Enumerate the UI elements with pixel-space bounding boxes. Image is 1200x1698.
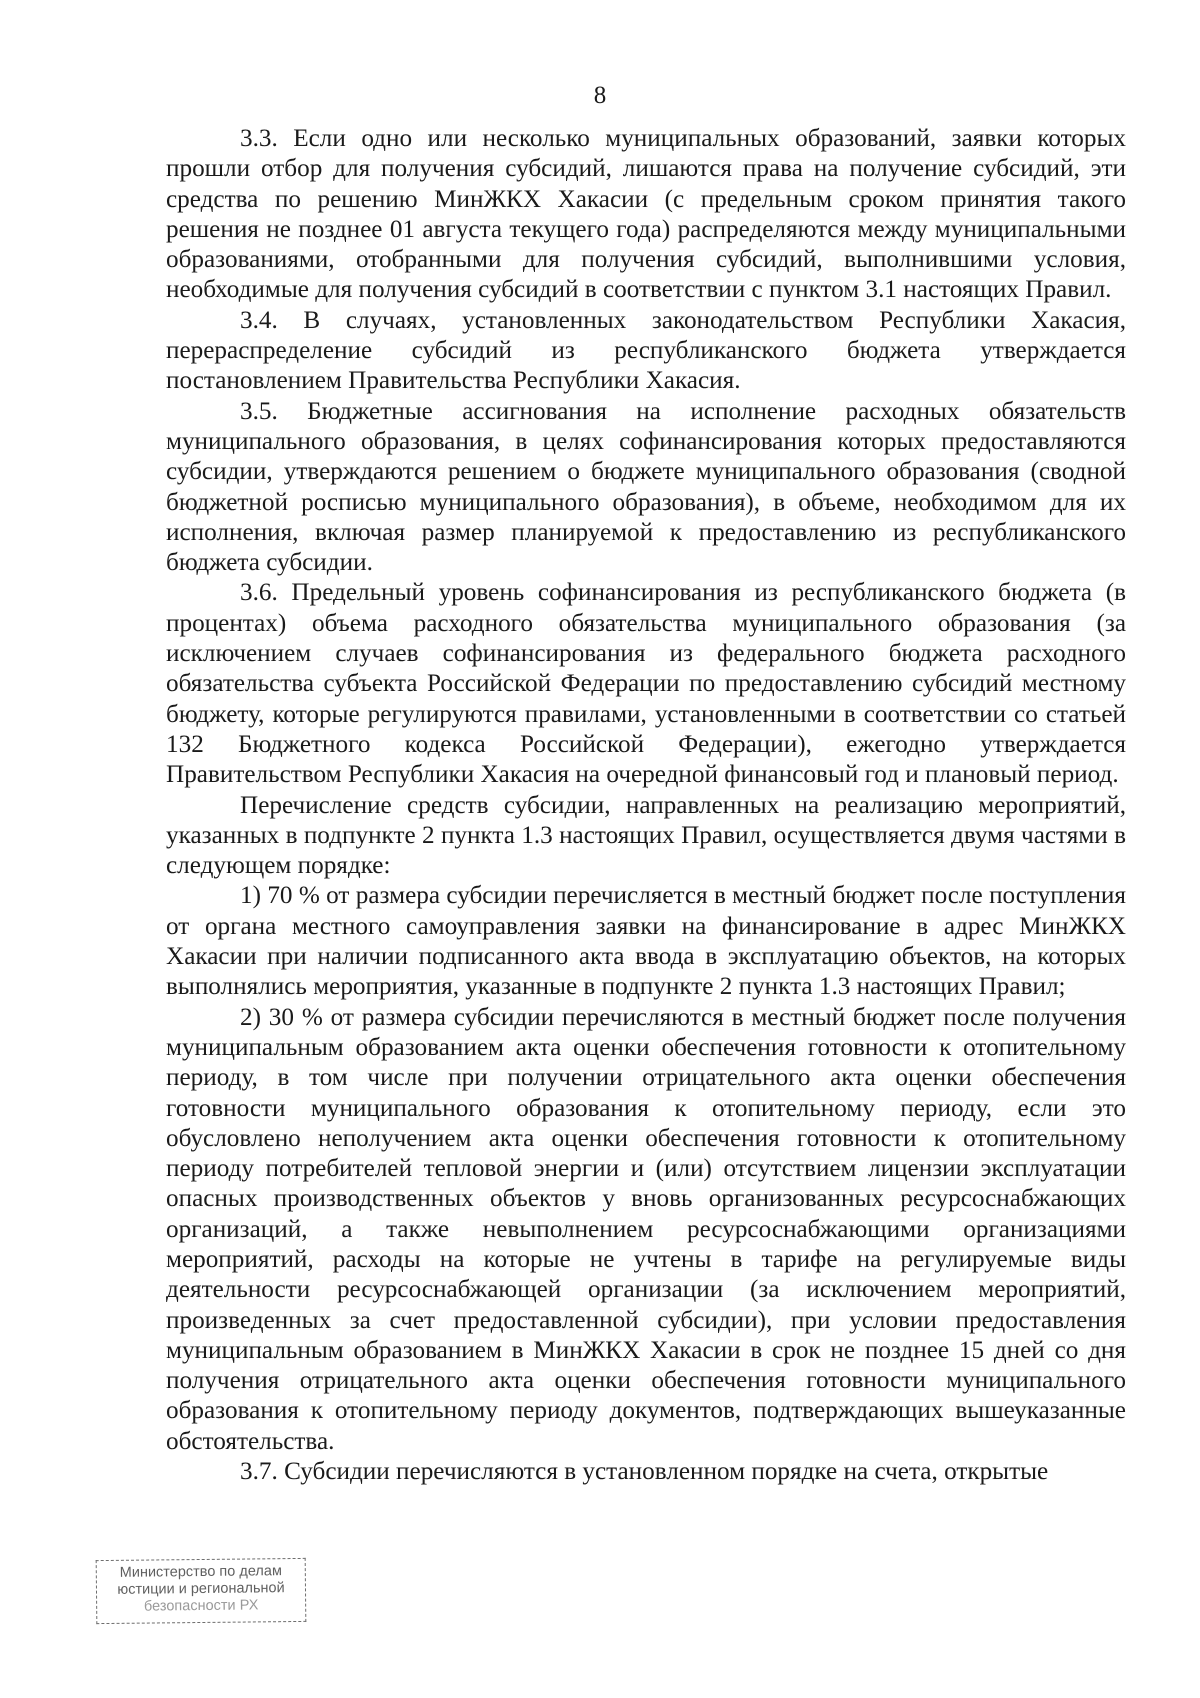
paragraph-transfer-order: Перечисление средств субсидии, направленных на реализацию мероприятий, указанных в подпункте 2 пункта 1.3 настоящих Правил, осуществляется двумя частями в следующем порядке: [166, 791, 1126, 880]
paragraph-3-3: 3.3. Если одно или несколько муниципальных образований, заявки которых прошли отбор для получения субсидий, лишаются права на получение субсидий, эти средства по решению МинЖКХ Хакасии (с предельным сроком принятия такого решения не позднее 01 августа текущего года) распределяются между муниципальными образованиями, отобранными для получения субсидий, выполнившими условия, необходимые для получения субсидий в соответствии с пунктом 3.1 настоящих Правил. [166, 125, 1126, 304]
paragraph-3-7: 3.7. Субсидии перечисляются в установленном порядке на счета, открытые [240, 1458, 1049, 1486]
paragraph-item-1: 1) 70 % от размера субсидии перечисляется в местный бюджет после поступления от органа местного самоуправления заявки на финансирование в адрес МинЖКХ Хакасии при наличии подписанного акта ввода в эксплуатацию объектов, на которых выполнялись мероприятия, указанные в подпункте 2 пункта 1.3 настоящих Правил; [166, 882, 1126, 1001]
paragraph-3-6: 3.6. Предельный уровень софинансирования из республиканского бюджета (в процентах) объема расходного обязательства муниципального образования (за исключением случаев софинансирования из федерального бюджета расходного обязательства субъекта Российской Федерации по предоставлению субсидий местному бюджету, которые регулируются правилами, установленными в соответствии со статьей 132 Бюджетного кодекса Российской Федерации), ежегодно утверждается Правительством Республики Хакасия на очередной финансовый год и плановый период. [166, 579, 1126, 789]
stamp-line-3: безопасности РХ [143, 1597, 259, 1615]
stamp-line-1: Министерство по делам [119, 1563, 282, 1581]
page-number: 8 [593, 82, 607, 109]
document-body [166, 124, 1126, 1487]
registration-stamp [96, 1558, 307, 1624]
stamp-line-2: юстиции и региональной [117, 1580, 285, 1598]
paragraph-item-2: 2) 30 % от размера субсидии перечисляются в местный бюджет после получения муниципальным образованием акта оценки обеспечения готовности к отопительному периоду, в том числе при получении отрицательного акта оценки обеспечения готовности муниципального образования к отопительному периоду, если это обусловлено неполучением акта оценки обеспечения готовности к отопительному периоду потребителей тепловой энергии и (или) отсутствием лицензии эксплуатации опасных производственных объектов у вновь организованных ресурсоснабжающих организаций, а также невыполнением ресурсоснабжающими организациями мероприятий, расходы на которые не учтены в тарифе на регулируемые виды деятельности ресурсоснабжающей организации (за исключением мероприятий, произведенных за счет предоставленной субсидии), при условии предоставления муниципальным образованием в МинЖКХ Хакасии в срок не позднее 15 дней со дня получения отрицательного акта оценки обеспечения готовности муниципального образования к отопительному периоду документов, подтверждающих вышеуказанные обстоятельства. [166, 1003, 1126, 1455]
paragraph-3-5: 3.5. Бюджетные ассигнования на исполнение расходных обязательств муниципального образования, в целях софинансирования которых предоставляются субсидии, утверждаются решением о бюджете муниципального образования (сводной бюджетной росписью муниципального образования), в объеме, необходимом для их исполнения, включая размер планируемой к предоставлению из республиканского бюджета субсидии. [166, 397, 1126, 577]
paragraph-3-4: 3.4. В случаях, установленных законодательством Республики Хакасия, перераспределение субсидий из республиканского бюджета утверждается постановлением Правительства Республики Хакасия. [166, 306, 1126, 395]
